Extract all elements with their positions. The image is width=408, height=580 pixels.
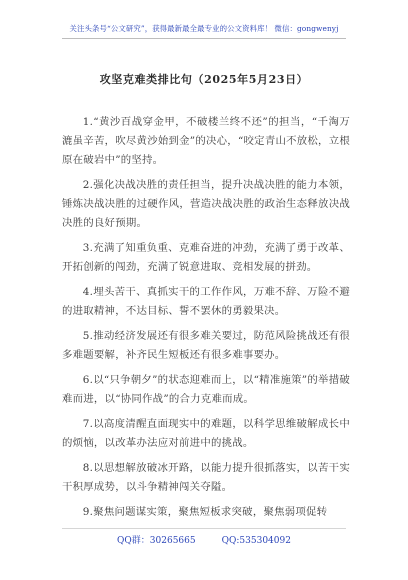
document-title: 攻坚克难类排比句（2025年5月23日）	[99, 73, 309, 86]
paragraph-7: 7.以高度清醒直面现实中的难题，以科学思维破解成长中的烦恼，以改革办法应对前进中的挑战。	[62, 418, 350, 449]
footer-qq-group: QQ群：30265665	[117, 536, 196, 546]
paragraph-6: 6.以“只争朝夕”的状态迎难而上，以“精准施策”的举措破难而进，以“协同作战”的合力克难而成。	[62, 374, 350, 405]
document-body	[62, 113, 350, 528]
footer-qq-number: QQ:535304092	[221, 536, 291, 546]
promo-banner: 关注头条号“公文研究”，获得最新最全最专业的公文资料库！ 微信：gongwenyj	[69, 24, 339, 33]
header-divider	[62, 38, 346, 39]
paragraph-3: 3.充满了知重负重、克难奋进的冲劲，充满了勇于改革、开拓创新的闯劲，充满了锐意进取、竞相发展的拼劲。	[62, 242, 350, 273]
paragraph-8: 8.以思想解放破冰开路，以能力提升很抓落实，以苦干实干积厚成势，以斗争精神闯关夺隘。	[62, 462, 350, 493]
paragraph-4: 4.埋头苦干、真抓实干的工作作风，万难不辞、万险不避的进取精神，不达目标、誓不罢休的勇毅果决。	[62, 286, 350, 317]
footer-divider	[62, 528, 346, 529]
paragraph-9: 9.聚焦问题谋实策，聚焦短板求突破，聚焦弱项促转	[82, 506, 328, 518]
paragraph-2: 2.强化决战决胜的责任担当，提升决战决胜的能力本领，锤炼决战决胜的过硬作风，营造决战决胜的政治生态释放决战决胜的良好预期。	[62, 179, 350, 229]
footer-contact	[0, 533, 408, 546]
paragraph-1: 1.“黄沙百战穿金甲，不破楼兰终不还”的担当，“千淘万漉虽辛苦，吹尽黄沙始到金”的决心，“咬定青山不放松，立根原在破岩中”的坚持。	[62, 116, 350, 166]
paragraph-5: 5.推动经济发展还有很多难关要过，防范风险挑战还有很多难题要解，补齐民生短板还有很多难事要办。	[62, 330, 350, 361]
